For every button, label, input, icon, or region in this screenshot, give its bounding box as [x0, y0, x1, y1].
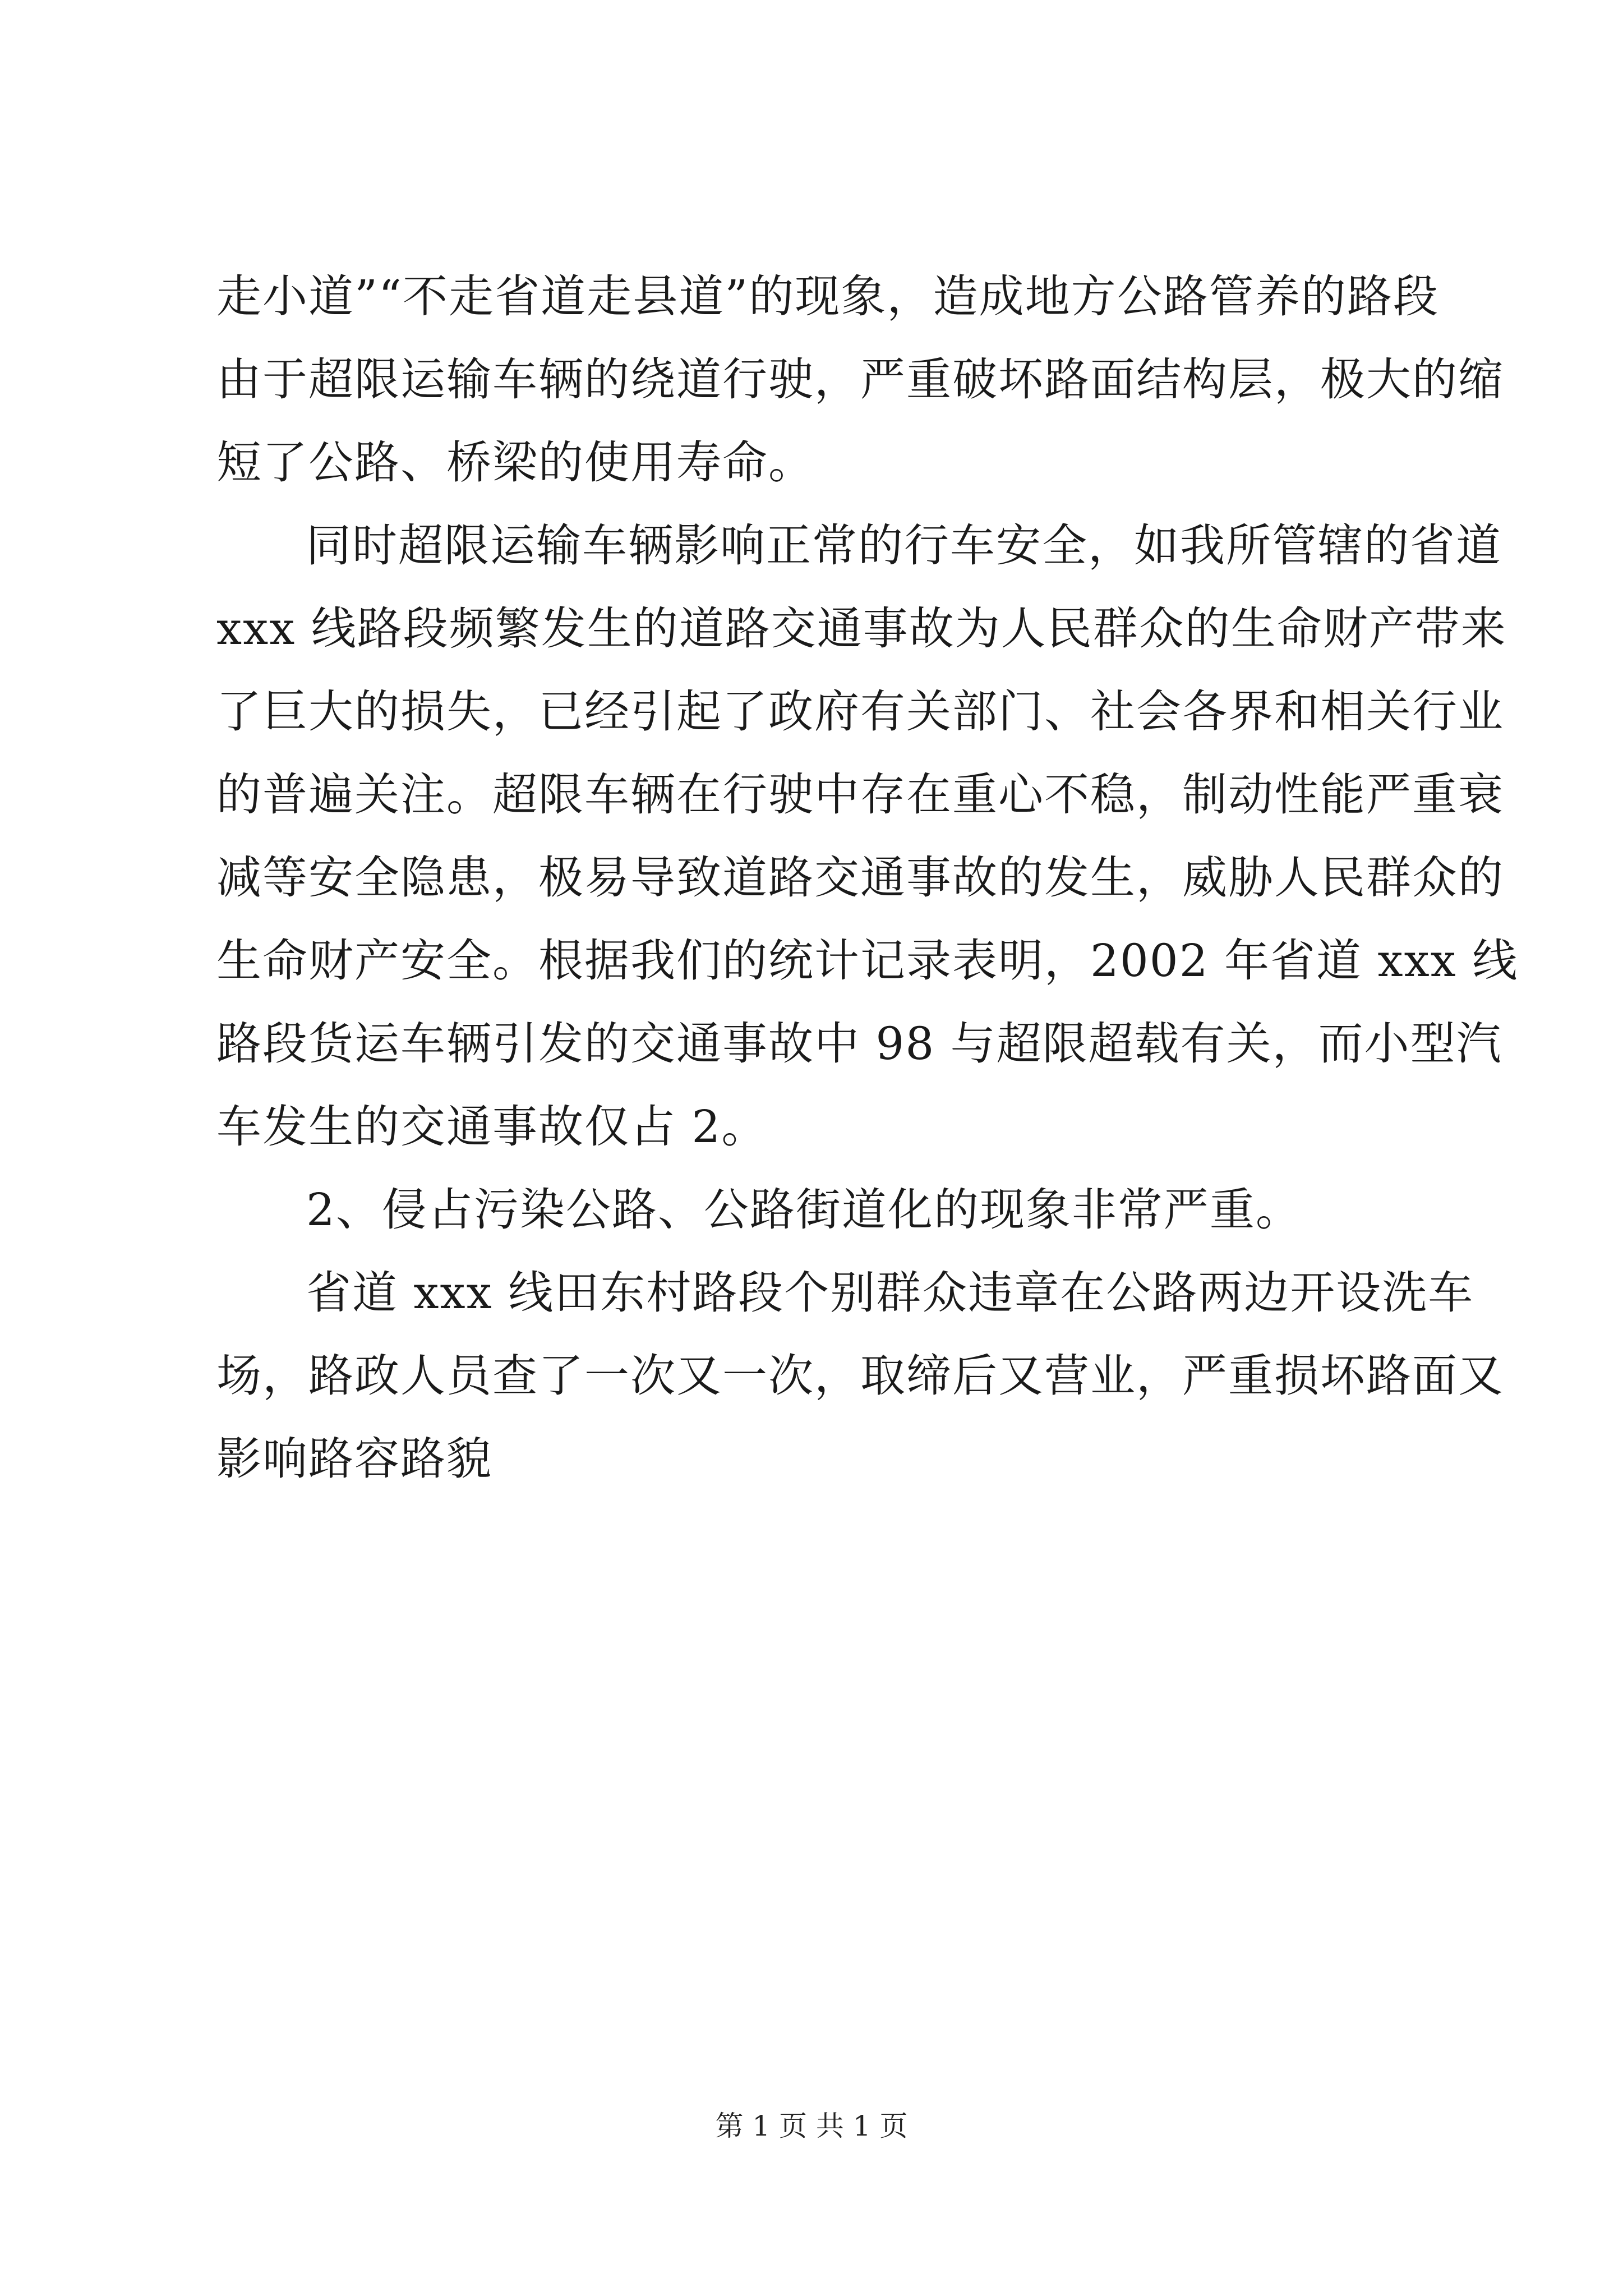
page-footer: 第 1 页 共 1 页: [715, 2110, 908, 2142]
text-line: 短了公路、桥梁的使用寿命。: [216, 436, 814, 489]
paragraph-2: [216, 504, 1519, 1168]
paragraph-3: [216, 1168, 1439, 1251]
text-line: 影响路容路貌: [216, 1433, 492, 1485]
text-line: xxx 线路段频繁发生的道路交通事故为人民群众的生命财产带来: [216, 602, 1507, 655]
text-line: 走小道”“不走省道走县道”的现象，造成地方公路管养的路段: [216, 270, 1439, 323]
text-line: 车发生的交通事故仅占 2。: [216, 1101, 768, 1153]
text-line: 路段货运车辆引发的交通事故中 98 与超限超载有关，而小型汽: [216, 1018, 1502, 1070]
text-line: 了巨大的损失，已经引起了政府有关部门、社会各界和相关行业: [216, 685, 1504, 738]
text-line: 减等安全隐患，极易导致道路交通事故的发生，威胁人民群众的: [216, 852, 1504, 904]
text-line: 场，路政人员查了一次又一次，取缔后又营业，严重损坏路面又: [216, 1350, 1504, 1402]
paragraph-4: [216, 1251, 1504, 1501]
text-line: 由于超限运输车辆的绕道行驶，严重破坏路面结构层，极大的缩: [216, 353, 1504, 406]
text-line: 生命财产安全。根据我们的统计记录表明，2002 年省道 xxx 线: [216, 935, 1519, 987]
paragraph-1: [216, 255, 1504, 504]
document-body: [216, 255, 1519, 1501]
text-line: 2、侵占污染公路、公路街道化的现象非常严重。: [306, 1184, 1302, 1236]
text-line: 同时超限运输车辆影响正常的行车安全，如我所管辖的省道: [306, 519, 1502, 572]
text-line: 省道 xxx 线田东村路段个别群众违章在公路两边开设洗车: [306, 1267, 1474, 1319]
text-line: 的普遍关注。超限车辆在行驶中存在重心不稳，制动性能严重衰: [216, 769, 1504, 821]
